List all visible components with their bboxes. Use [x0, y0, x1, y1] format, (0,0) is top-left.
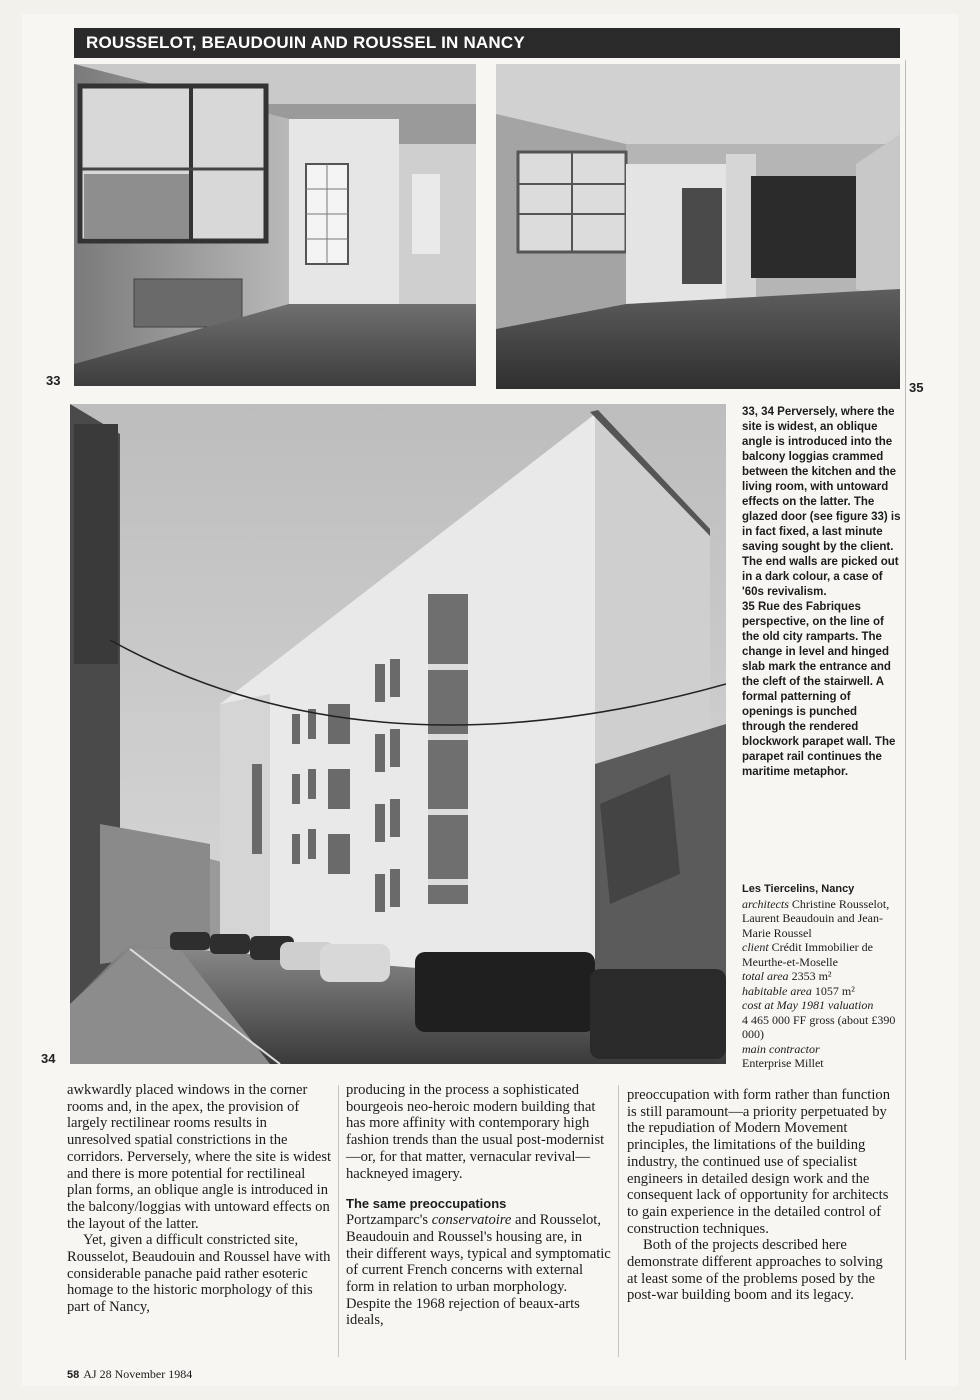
paragraph: preoccupation with form rather than function is still paramount—a priority perpetuated by the repudiation of Modern Movement principles, the limitations of the building industry, the continued use of specialist engineers in detailed design work and the consequent lack of opportunity for architects to gain experience in the detailed control of construction techniques. [627, 1087, 891, 1237]
paragraph: Yet, given a difficult constricted site, Rousselot, Beaudouin and Roussel have with considerable panache paid rather esoteric homage to the historic morphology of this part of Nancy, [67, 1232, 331, 1316]
figure-number-33: 33 [46, 373, 61, 388]
column-rule [905, 60, 906, 1360]
section-title: ROUSSELOT, BEAUDOUIN AND ROUSSEL IN NANCY [86, 33, 525, 52]
paragraph: Both of the projects described here demonstrate different approaches to solving at least some of the problems posed by the post-war building boom and its legacy. [627, 1237, 883, 1304]
figure-caption [742, 405, 902, 780]
credit-cost [742, 998, 902, 1042]
client-label: client [742, 940, 769, 954]
total-area-label: total area [742, 969, 789, 983]
cost-label: cost at May 1981 valuation [742, 998, 874, 1012]
section-header [74, 28, 900, 58]
caption-35: 35 Rue des Fabriques perspective, on the line of the old city ramparts. The change in level and hinged slab mark the entrance and the cleft of the stairwell. A formal patterning of openings is punched through the rendered blockwork parapet wall. The parapet rail continues the maritime metaphor. [742, 601, 896, 778]
text-run: Portzamparc's [346, 1212, 432, 1229]
paragraph: awkwardly placed windows in the corner rooms and, in the apex, the provision of largely rectilinear rooms results in unresolved spatial constrictions in the corridors. Perversely, where the site is widest and there is more potential for rectilineal plan forms, an oblique angle is introduced in the balcony/loggias with untoward effects on the layout of the latter. [67, 1082, 332, 1232]
page-number: 58 [67, 1369, 80, 1381]
body-column-1 [67, 1082, 332, 1316]
credit-contractor [742, 1042, 902, 1071]
issue-info: AJ 28 November 1984 [83, 1367, 193, 1381]
contractor-value: Enterprise Millet [742, 1056, 824, 1070]
client-value: Crédit Immobilier de Meurthe-et-Moselle [742, 940, 873, 969]
italic-text: conservatoire [431, 1212, 512, 1229]
project-name: Les Tiercelins, Nancy [742, 883, 855, 895]
text-run: and Rousselot, Beaudouin and Roussel's housing are, in their different ways, typical and symptomatic of current French concerns with external form in relation to urban morphology. Despite the 1968 rejection of beaux-arts ideals, [346, 1212, 611, 1329]
habitable-area-label: habitable area [742, 983, 812, 998]
body-column-3 [627, 1087, 892, 1304]
paragraph: producing in the process a sophisticated bourgeois neo-heroic modern building that has more affinity with contemporary high fashion trends than the usual post-modernist—or, for that matter, vernacular revival—hackneyed imagery. [346, 1082, 605, 1182]
page-footer [67, 1367, 192, 1382]
credit-total-area [742, 969, 902, 984]
column-divider [338, 1085, 339, 1357]
project-credits [742, 882, 902, 1071]
total-area-value: 2353 m² [791, 969, 832, 983]
photo-35-interior [496, 64, 900, 389]
credit-architects [742, 897, 902, 941]
contractor-label: main contractor [742, 1041, 820, 1056]
figure-number-35: 35 [909, 380, 924, 395]
figure-number-34: 34 [41, 1051, 56, 1066]
subheading: The same preoccupations [346, 1196, 507, 1212]
paragraph [346, 1212, 611, 1329]
photo-33-interior [74, 64, 476, 386]
credit-client [742, 940, 902, 969]
habitable-area-value: 1057 m² [814, 983, 855, 998]
photo-34-street [70, 404, 726, 1064]
caption-33-34: 33, 34 Perversely, where the site is widest, an oblique angle is introduced into the balcony loggias crammed between the kitchen and the living room, with untoward effects on the latter. The glazed door (see figure 33) is in fact fixed, a last minute saving sought by the client. The end walls are picked out in a dark colour, a case of '60s revivalism. [742, 406, 901, 598]
column-divider [618, 1085, 619, 1357]
cost-value: 4 465 000 FF gross (about £390 000) [742, 1012, 896, 1041]
architects-label: architects [742, 896, 789, 911]
body-column-2 [346, 1082, 611, 1329]
architects-value: Christine Rousselot, Laurent Beaudouin and Jean-Marie Roussel [742, 896, 890, 940]
credit-habitable-area [742, 984, 902, 999]
